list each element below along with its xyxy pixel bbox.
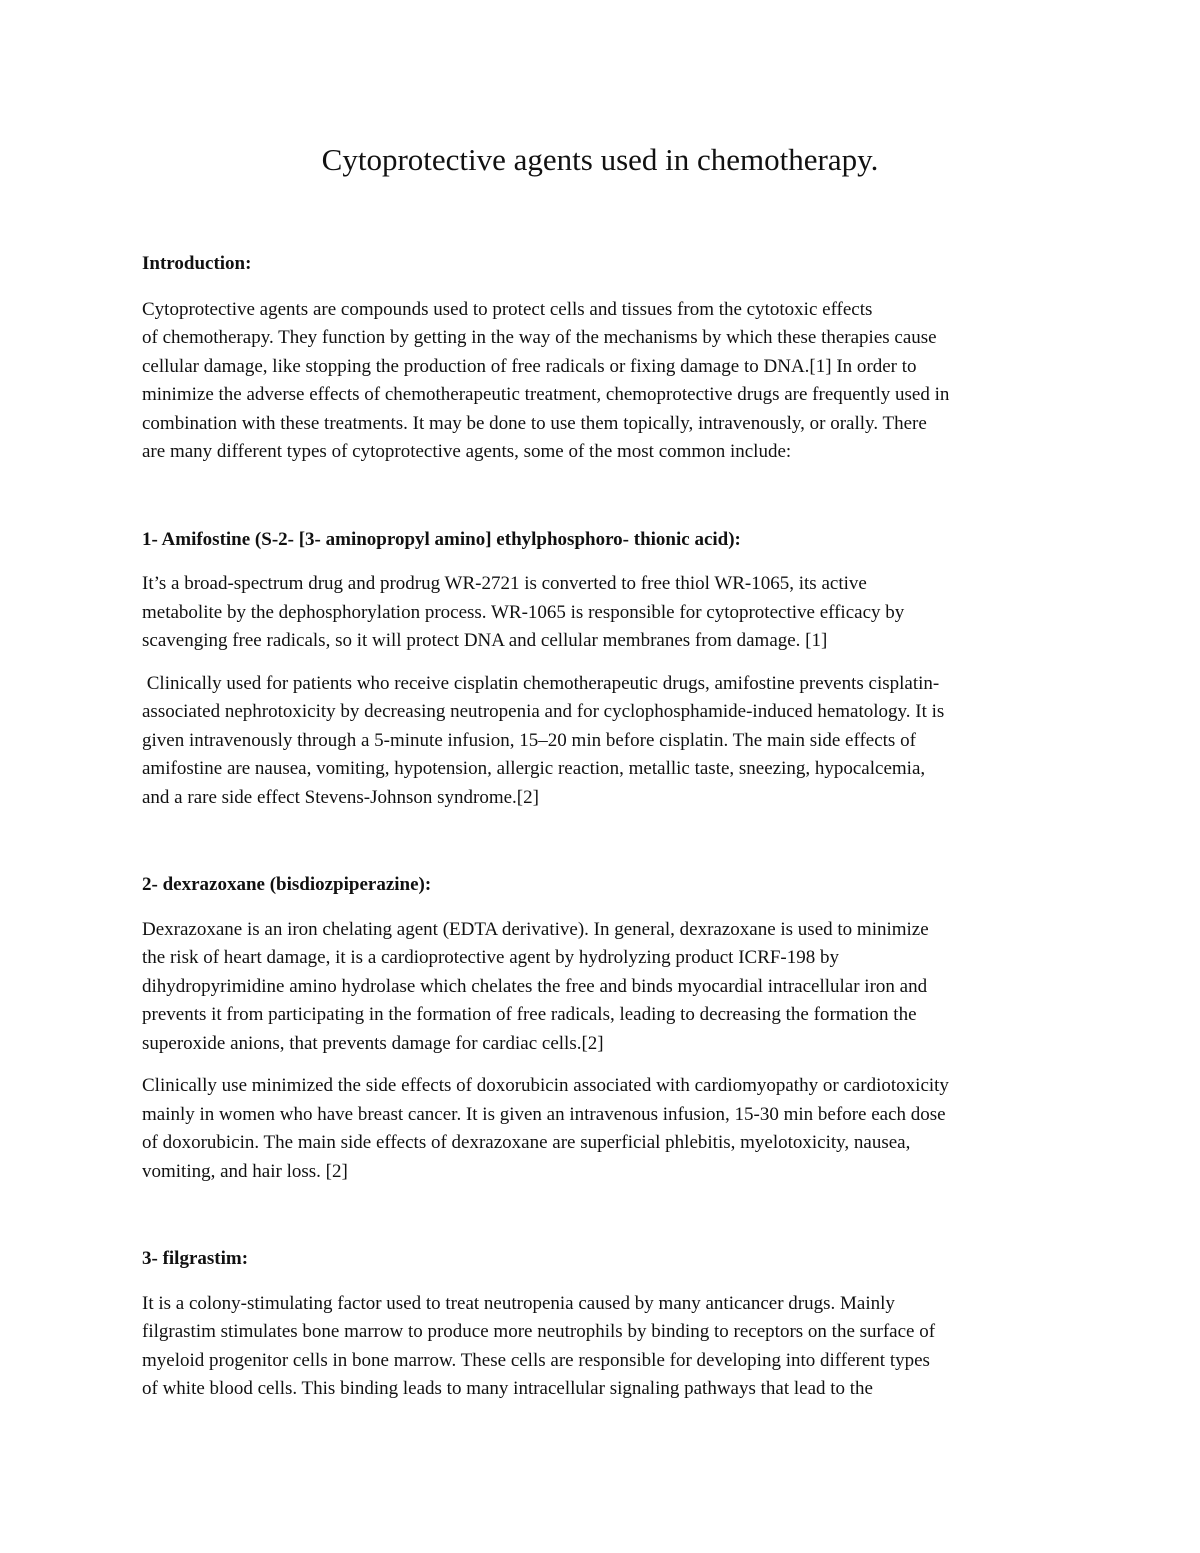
text-line: of chemotherapy. They function by getting in the way of the mechanisms by which these therapies cause [142,327,937,348]
amifostine-paragraph-mechanism [142,570,1062,656]
text-line: superoxide anions, that prevents damage for cardiac cells.[2] [142,1032,604,1054]
section-heading-amifostine: 1- Amifostine (S-2- [3- aminopropyl amino] ethylphosphoro- thionic acid): [142,528,741,550]
text-line: and a rare side effect Stevens-Johnson syndrome.[2] [142,786,539,808]
text-line: of white blood cells. This binding leads to many intracellular signaling pathways that lead to the [142,1378,873,1399]
text-line: It is a colony-stimulating factor used to treat neutropenia caused by many anticancer drugs. Mainly [142,1292,895,1314]
introduction-paragraph [142,296,1062,467]
document-title: Cytoprotective agents used in chemotherapy. [321,142,879,177]
amifostine-paragraph-clinical [142,670,1062,813]
filgrastim-paragraph [142,1290,1062,1404]
text-line: Dexrazoxane is an iron chelating agent (EDTA derivative). In general, dexrazoxane is used to minimize [142,918,929,940]
document-body [142,248,1062,1404]
text-line: of doxorubicin. The main side effects of dexrazoxane are superficial phlebitis, myelotoxicity, nausea, [142,1132,911,1153]
text-line: associated nephrotoxicity by decreasing neutropenia and for cyclophosphamide-induced hematology. It is [142,701,945,722]
text-line: combination with these treatments. It may be done to use them topically, intravenously, or orally. There [142,412,927,434]
text-line: filgrastim stimulates bone marrow to produce more neutrophils by binding to receptors on the surface of [142,1321,936,1342]
section-heading-dexrazoxane: 2- dexrazoxane (bisdiozpiperazine): [142,874,432,895]
text-line: prevents it from participating in the formation of free radicals, leading to decreasing the formation the [142,1004,917,1025]
text-line: dihydropyrimidine amino hydrolase which chelates the free and binds myocardial intracellular iron and [142,975,928,997]
text-line: vomiting, and hair loss. [2] [142,1160,348,1182]
text-line: It’s a broad-spectrum drug and prodrug WR-2721 is converted to free thiol WR-1065, its active [142,573,867,594]
section-heading-filgrastim: 3- filgrastim: [142,1248,249,1269]
text-line: Cytoprotective agents are compounds used to protect cells and tissues from the cytotoxic effects [142,298,873,320]
dexrazoxane-paragraph-clinical [142,1072,1062,1186]
text-line: minimize the adverse effects of chemotherapeutic treatment, chemoprotective drugs are frequently used in [142,384,950,405]
text-line: Clinically used for patients who receive cisplatin chemotherapeutic drugs, amifostine prevents cisplatin- [142,672,940,694]
text-line: amifostine are nausea, vomiting, hypotension, allergic reaction, metallic taste, sneezing, hypocalcemia, [142,758,926,779]
text-line: the risk of heart damage, it is a cardioprotective agent by hydrolyzing product ICRF-198 by [142,947,840,968]
text-line: mainly in women who have breast cancer. It is given an intravenous infusion, 15-30 min before each dose [142,1103,946,1125]
text-line: scavenging free radicals, so it will protect DNA and cellular membranes from damage. [1] [142,630,828,651]
text-line: are many different types of cytoprotective agents, some of the most common include: [142,441,792,462]
text-line: metabolite by the dephosphorylation process. WR-1065 is responsible for cytoprotective efficacy by [142,601,905,623]
introduction-heading: Introduction: [142,253,252,274]
text-line: Clinically use minimized the side effects of doxorubicin associated with cardiomyopathy or cardiotoxicity [142,1075,949,1096]
dexrazoxane-paragraph-mechanism [142,916,1062,1059]
text-line: given intravenously through a 5-minute infusion, 15–20 min before cisplatin. The main side effects of [142,729,916,751]
text-line: myeloid progenitor cells in bone marrow. These cells are responsible for developing into different types [142,1349,930,1371]
text-line: cellular damage, like stopping the production of free radicals or fixing damage to DNA.[1] In order to [142,355,917,377]
